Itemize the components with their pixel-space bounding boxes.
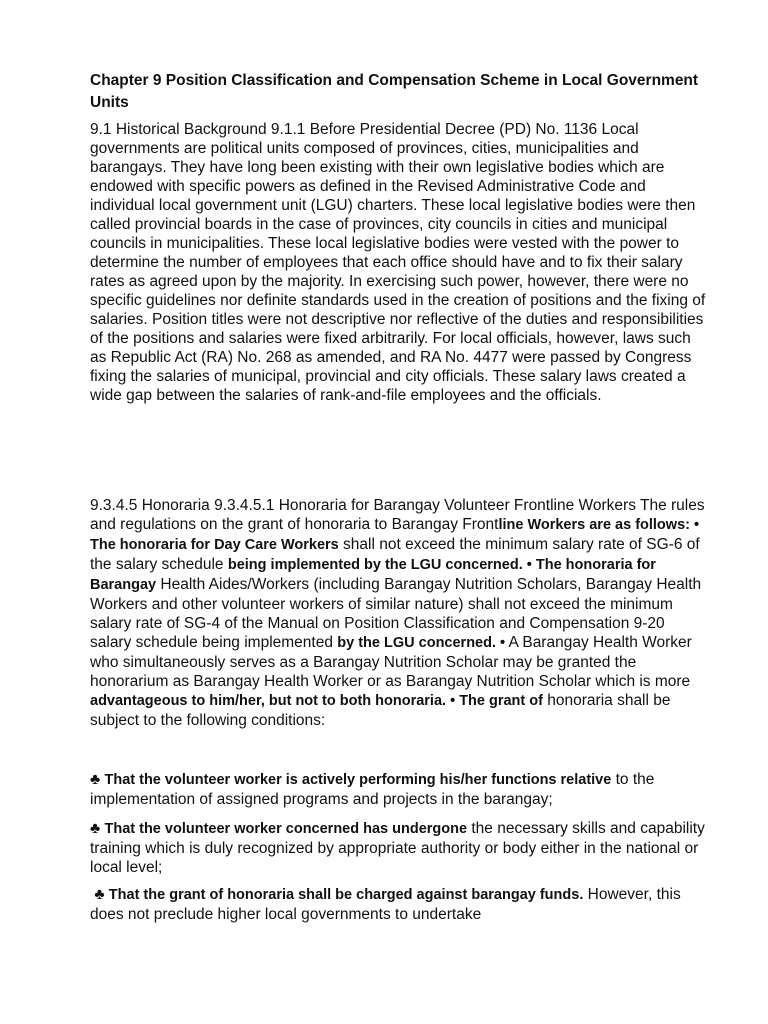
- condition-bullet-3: [90, 885, 710, 924]
- condition-bullet-1: [90, 770, 710, 809]
- honoraria-text-7: A Barangay Health Worker who simultaneously serves as a Barangay Nutrition Scholar may be granted the honorarium as Barangay Health Worker or as Barangay Nutrition Scholar which is more: [90, 634, 692, 690]
- honoraria-text-8: advantageous to him/her, but not to both honoraria. • The grant of: [90, 693, 543, 709]
- club-bullet-icon: ♣: [90, 820, 101, 837]
- condition-bullet-1-text: to the implementation of assigned programs and projects in the barangay;: [90, 771, 655, 808]
- honoraria-text-9: honoraria shall be subject to the following conditions:: [90, 692, 671, 729]
- condition-bullet-2-bold: That the volunteer worker concerned has undergone: [104, 821, 468, 837]
- historical-background-paragraph: 9.1 Historical Background 9.1.1 Before Presidential Decree (PD) No. 1136 Local governments are political units composed of provinces, cities, municipalities and barangays. They have long been existing with their own legislative bodies which are endowed with specific powers as defined in the Revised Administrative Code and individual local government unit (LGU) charters. These local legislative bodies were then called provincial boards in the case of provinces, city councils in cities and municipal councils in municipalities. These local legislative bodies were vested with the power to determine the number of employees that each office should have and to fix their salary rates as agreed upon by the majority. In exercising such power, however, there were no specific guidelines nor definite standards used in the creation of positions and the fixing of salaries. Position titles were not descriptive nor reflective of the duties and responsibilities of the positions and salaries were fixed arbitrarily. For local officials, however, laws such as Republic Act (RA) No. 268 as amended, and RA No. 4477 were passed by Congress fixing the salaries of municipal, provincial and city officials. These salary laws created a wide gap between the salaries of rank-and-file employees and the officials.: [90, 121, 706, 404]
- honoraria-text-3: shall not exceed the minimum salary rate of SG-6 of the salary schedule: [90, 536, 700, 573]
- club-bullet-icon: ♣: [94, 886, 105, 903]
- condition-bullet-2: [90, 819, 710, 877]
- condition-bullet-2-text: the necessary skills and capability training which is duly recognized by appropriate authority or body either in the national or local level;: [90, 820, 705, 876]
- honoraria-text-4: being implemented by the LGU concerned. • The honoraria for Barangay: [90, 557, 656, 593]
- condition-bullet-3-text: However, this does not preclude higher local governments to undertake: [90, 886, 681, 923]
- honoraria-text-6: by the LGU concerned. •: [337, 635, 506, 651]
- honoraria-text-2: line Workers are as follows: • The honoraria for Day Care Workers: [90, 517, 700, 553]
- honoraria-text-1: 9.3.4.5 Honoraria 9.3.4.5.1 Honoraria for Barangay Volunteer Frontline Workers The rules and regulations on the grant of honoraria to Barangay Front: [90, 497, 705, 533]
- condition-bullet-1-bold: That the volunteer worker is actively performing his/her functions relative: [104, 772, 612, 788]
- honoraria-text-5: Health Aides/Workers (including Barangay Nutrition Scholars, Barangay Health Workers and other volunteer workers of similar nature) shall not exceed the minimum salary rate of SG-4 of the Manual on Position Classification and Compensation 9-20 salary schedule being implemented: [90, 576, 702, 651]
- club-bullet-icon: ♣: [90, 771, 101, 788]
- honoraria-paragraph: [90, 496, 710, 730]
- chapter-title: Chapter 9 Position Classification and Compensation Scheme in Local Government Units: [90, 72, 699, 111]
- condition-bullet-3-bold: That the grant of honoraria shall be charged against barangay funds.: [108, 887, 584, 903]
